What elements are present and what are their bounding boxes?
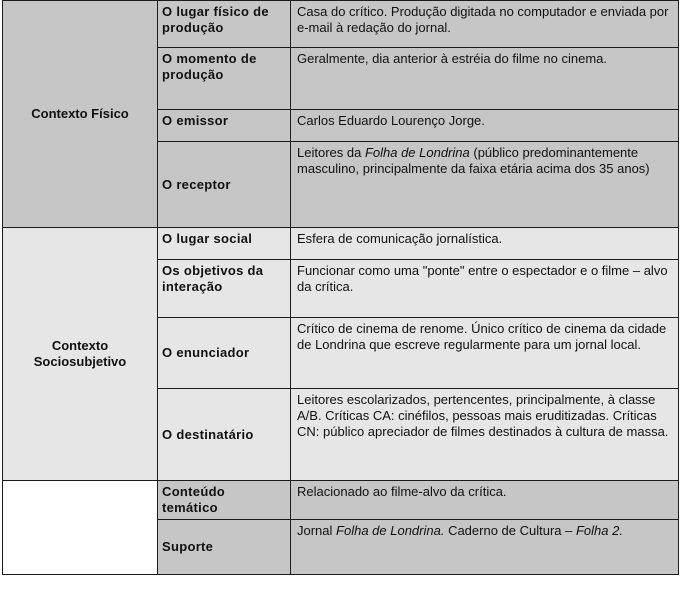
row-label-enunciador: O enunciador [158, 318, 291, 389]
table-row [3, 1, 679, 48]
group-label-contexto-sociosubjetivo: Contexto Sociosubjetivo [3, 228, 158, 481]
row-value-momento-producao: Geralmente, dia anterior à estréia do filme no cinema. [291, 48, 679, 110]
row-label-destinatario: O destinatário [158, 389, 291, 481]
table-row [3, 481, 679, 520]
group-label-contexto-fisico: Contexto Físico [3, 1, 158, 228]
context-table [2, 0, 679, 575]
row-label-conteudo-tematico: Conteúdo temático [158, 481, 291, 520]
row-label-emissor: O emissor [158, 110, 291, 142]
row-label-objetivos: Os objetivos da interação [158, 260, 291, 318]
row-label-receptor: O receptor [158, 142, 291, 228]
row-value-receptor: Leitores da Folha de Londrina (público predominantemente masculino, principalmente da faixa etária acima dos 35 anos) [291, 142, 679, 228]
row-label-lugar-social: O lugar social [158, 228, 291, 260]
row-value-lugar-fisico: Casa do crítico. Produção digitada no computador e enviada por e-mail à redação do jornal. [291, 1, 679, 48]
row-value-destinatario: Leitores escolarizados, pertencentes, principalmente, à classe A/B. Críticas CA: cinéfilos, pessoas mais eruditizadas. Críticas CN: público apreciador de filmes destinados à cultura de massa. [291, 389, 679, 481]
row-value-emissor: Carlos Eduardo Lourenço Jorge. [291, 110, 679, 142]
row-value-lugar-social: Esfera de comunicação jornalística. [291, 228, 679, 260]
row-value-objetivos: Funcionar como uma "ponte" entre o espectador e o filme – alvo da crítica. [291, 260, 679, 318]
row-value-conteudo-tematico: Relacionado ao filme-alvo da crítica. [291, 481, 679, 520]
row-value-suporte: Jornal Folha de Londrina. Caderno de Cultura – Folha 2. [291, 520, 679, 575]
group-label-empty [3, 481, 158, 575]
row-value-enunciador: Crítico de cinema de renome. Único crítico de cinema da cidade de Londrina que escreve regularmente para um jornal local. [291, 318, 679, 389]
row-label-lugar-fisico: O lugar físico de produção [158, 1, 291, 48]
table-row [3, 228, 679, 260]
row-label-suporte: Suporte [158, 520, 291, 575]
row-label-momento-producao: O momento de produção [158, 48, 291, 110]
